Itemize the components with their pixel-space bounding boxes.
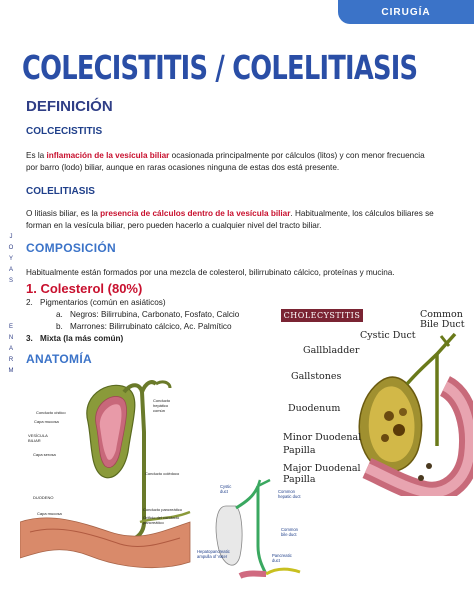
label-ampulla: Hepatopancreatic ampulla of Vater — [197, 549, 230, 559]
label-capa-mucosa-2: Capa mucosa — [37, 511, 62, 516]
label-minor-papilla: Minor Duodenal Papilla — [283, 432, 362, 456]
colecistitis-highlight: inflamación de la vesícula biliar — [46, 151, 170, 160]
label-orificio: Orificio del conducto pancreático — [143, 515, 180, 525]
colelitiasis-text: O litiasis biliar, es la presencia de cálculos dentro de la vesícula biliar. Habitualmente, los cálculos biliares se forman en la vesícula biliar, pero pueden hacerlo a cualquier nivel del tracto biliar. — [26, 209, 434, 231]
composition-item-2a: a. Negros: Bilirrubina, Carbonato, Fosfato, Calcio — [56, 310, 240, 319]
colelitiasis-highlight: presencia de cálculos dentro de la vesícula biliar — [100, 209, 291, 218]
sidebar-letters-bottom: E N A R M — [8, 324, 14, 374]
label-duodeno: DUODENO — [33, 495, 54, 500]
label-coledoco: Conducto colédoco — [145, 471, 180, 476]
label-gallbladder: Gallbladder — [303, 345, 360, 356]
definition-heading: DEFINICIÓN — [26, 98, 113, 115]
page-title: COLECISTITIS / COLELITIASIS — [22, 48, 418, 87]
label-common-bile-duct-small: Common bile duct — [281, 527, 298, 537]
label-conducto-pancreatico: Conducto pancreático — [143, 507, 182, 512]
composition-item-2: 2. Pigmentarios (común en asiáticos) — [26, 298, 166, 307]
label-gallstones: Gallstones — [291, 371, 342, 382]
sidebar-letters-top: J O Y A S — [8, 234, 14, 284]
label-major-papilla: Major Duodenal Papilla — [283, 463, 361, 485]
label-capa-serosa: Capa serosa — [33, 452, 56, 457]
composition-intro: Habitualmente están formados por una mezcla de colesterol, bilirrubinato cálcico, proteínas y mucina. — [26, 268, 395, 277]
colecistitis-heading: COLCECISTITIS — [26, 126, 103, 137]
anatomy-heading: ANATOMÍA — [26, 352, 92, 366]
composition-item-3: 3. Mixta (la más común) — [26, 334, 124, 343]
composition-item-1: 1. Colesterol (80%) — [26, 281, 143, 296]
colecistitis-text: Es la inflamación de la vesícula biliar ocasionada principalmente por cálculos (litos) y con menor frecuencia por barro (lodo) biliar, aunque en raras ocasiones ninguna de estas dos está presente. — [26, 151, 425, 173]
label-cystic-duct: Cystic Duct — [360, 330, 416, 341]
composition-item-2b: b. Marrones: Bilirrubinato cálcico, Ac. Palmítico — [56, 322, 232, 331]
label-duodenum: Duodenum — [288, 403, 341, 414]
label-capa-mucosa: Capa mucosa — [34, 419, 59, 424]
cholecystitis-banner: CHOLECYSTITIS — [281, 309, 363, 322]
cholecystitis-illustration — [345, 326, 473, 496]
label-conducto-cistico: Conducto cístico — [36, 410, 66, 415]
label-conducto-hepatico: Conducto hepático común — [153, 398, 171, 413]
composition-heading: COMPOSICIÓN — [26, 241, 116, 255]
label-common-hepatic-duct: Common hepatic duct — [278, 489, 301, 499]
section-tag: CIRUGÍA — [338, 0, 474, 24]
label-cystic-duct-small: Cystic duct — [220, 484, 232, 494]
label-common-bile-duct: Common Bile Duct — [420, 309, 465, 330]
label-pancreatic-duct: Pancreatic duct — [272, 553, 292, 563]
colelitiasis-heading: COLELITIASIS — [26, 186, 95, 197]
label-vesicula: VESÍCULA BILIAR — [28, 433, 48, 443]
